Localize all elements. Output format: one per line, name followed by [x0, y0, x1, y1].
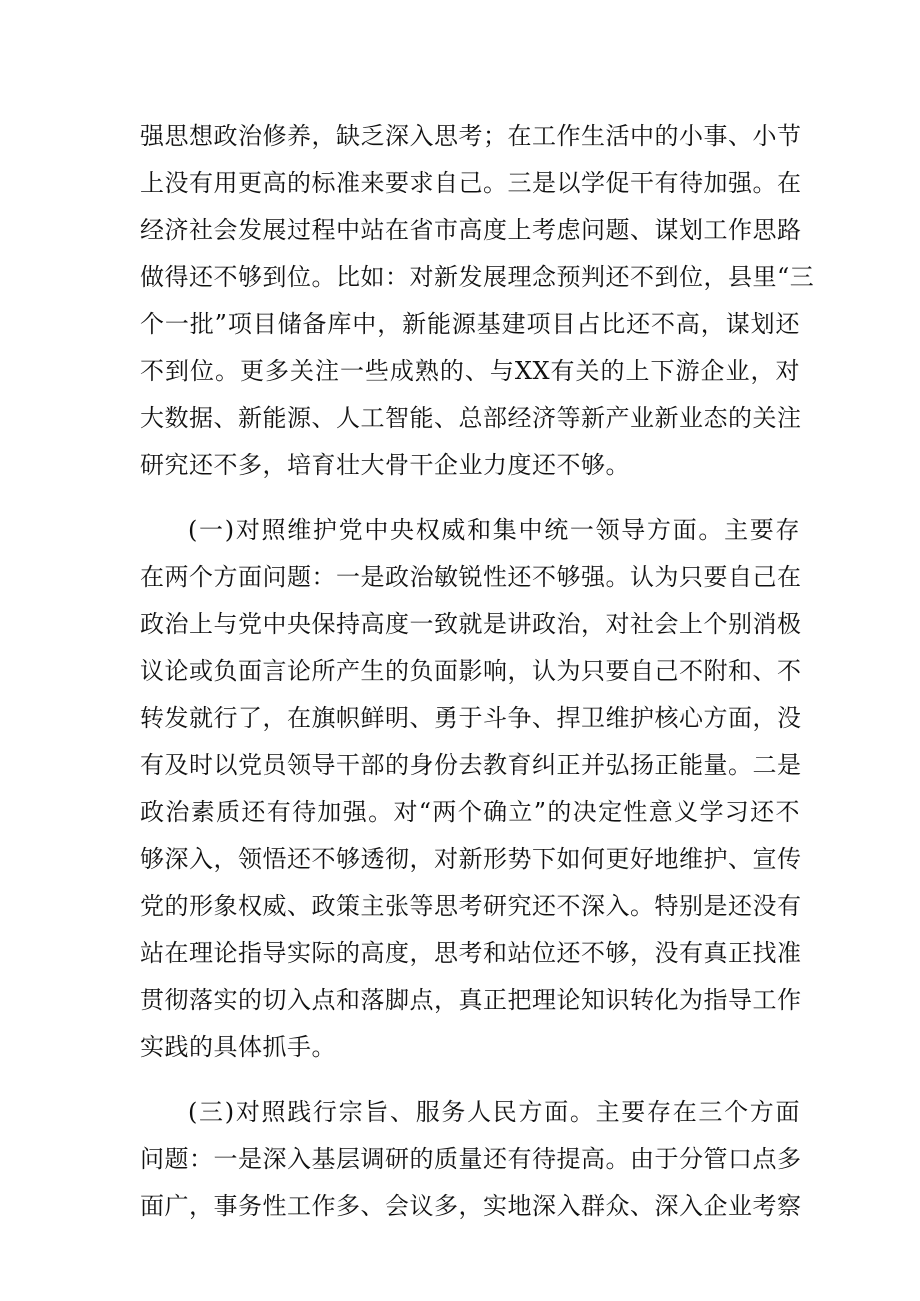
- text-line: 做得还不够到位。比如：对新发展理念预判还不到位，县里“三: [140, 263, 815, 291]
- text-line: 问题：一是深入基层调研的质量还有待提高。由于分管口点多: [140, 1145, 802, 1173]
- paragraph-gap: [140, 489, 800, 507]
- text-line: 研究还不多，培育壮大骨干企业力度还不够。: [140, 451, 630, 479]
- text-line: 个一批”项目储备库中，新能源基建项目占比还不高，谋划还: [140, 310, 800, 338]
- text-line: 议论或负面言论所产生的负面影响，认为只要自己不附和、不: [140, 657, 802, 685]
- text-line: 转发就行了，在旗帜鲜明、勇于斗争、捍卫维护核心方面，没: [140, 704, 802, 732]
- text-line: 经济社会发展过程中站在省市高度上考虑问题、谋划工作思路: [140, 216, 802, 244]
- text-line: 上没有用更高的标准来要求自己。三是以学促干有待加强。在: [140, 169, 802, 197]
- text-line: (三)对照践行宗旨、服务人民方面。主要存在三个方面: [188, 1098, 800, 1126]
- text-line: 够深入，领悟还不够透彻，对新形势下如何更好地维护、宣传: [140, 845, 802, 873]
- text-line: 大数据、新能源、人工智能、总部经济等新产业新业态的关注: [140, 404, 802, 432]
- text-line: 有及时以党员领导干部的身份去教育纠正并弘扬正能量。二是: [140, 751, 802, 779]
- text-line: 面广，事务性工作多、会议多，实地深入群众、深入企业考察: [140, 1192, 802, 1220]
- paragraph-1: [140, 113, 815, 489]
- text-line: 实践的具体抓手。: [140, 1033, 336, 1061]
- text-line: 站在理论指导实际的高度，思考和站位还不够，没有真正找准: [140, 939, 802, 967]
- text-line: 政治上与党中央保持高度一致就是讲政治，对社会上个别消极: [140, 610, 802, 638]
- text-line: 强思想政治修养，缺乏深入思考；在工作生活中的小事、小节: [140, 122, 802, 150]
- paragraph-3: [140, 1089, 800, 1230]
- document-body: [140, 113, 815, 1230]
- text-line: 政治素质还有待加强。对“两个确立”的决定性意义学习还不: [140, 798, 800, 826]
- text-line: 不到位。更多关注一些成熟的、与XX有关的上下游企业，对: [140, 357, 800, 385]
- text-line: 党的形象权威、政策主张等思考研究还不深入。特别是还没有: [140, 892, 802, 920]
- paragraph-gap: [140, 1071, 800, 1089]
- text-line: 贯彻落实的切入点和落脚点，真正把理论知识转化为指导工作: [140, 986, 802, 1014]
- paragraph-2: [140, 507, 800, 1071]
- text-line: (一)对照维护党中央权威和集中统一领导方面。主要存: [188, 516, 800, 544]
- text-line: 在两个方面问题：一是政治敏锐性还不够强。认为只要自己在: [140, 563, 802, 591]
